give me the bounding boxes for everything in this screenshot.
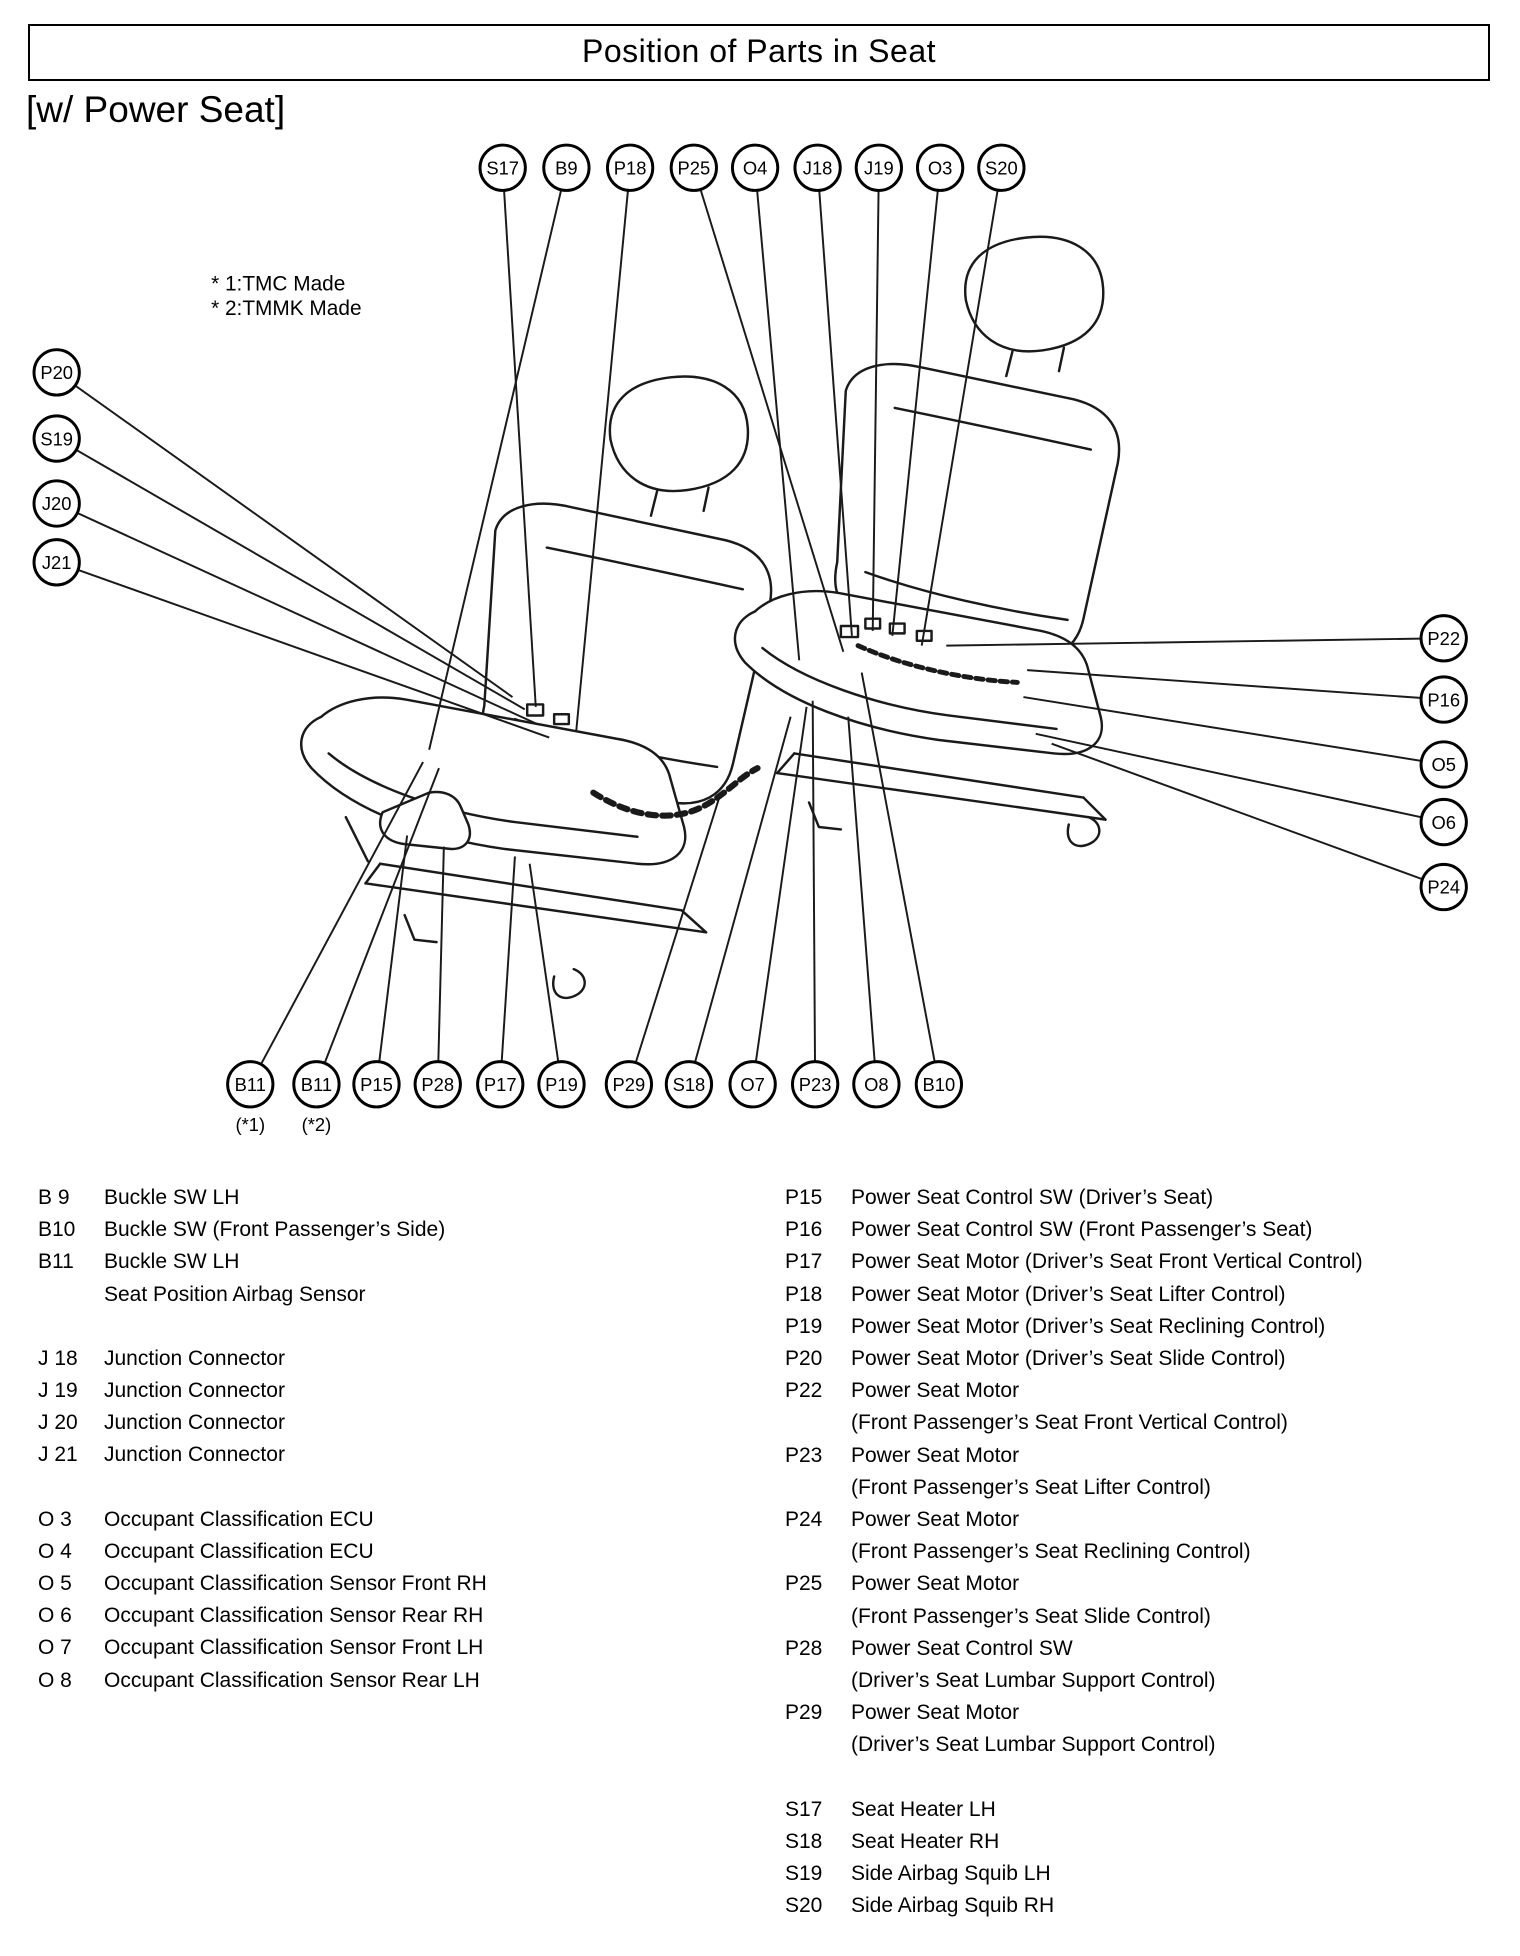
part-code [38, 1279, 104, 1311]
legend-entry [38, 1375, 785, 1407]
legend-group [38, 1182, 785, 1311]
legend-entry [785, 1826, 1520, 1858]
callout-o3 [917, 145, 962, 190]
callout-p28 [415, 1062, 460, 1107]
part-code: P22 [785, 1379, 823, 1403]
legend-entry [38, 1504, 785, 1536]
leader-line-j20 [57, 503, 537, 724]
callout-label: P29 [612, 1074, 646, 1096]
part-description: Buckle SW LH [104, 1186, 240, 1209]
callout-label: S20 [985, 157, 1018, 179]
legend-entry [785, 1343, 1520, 1375]
subtitle: [w/ Power Seat] [26, 89, 286, 130]
callout-o6 [1421, 799, 1466, 844]
callout-label: B9 [555, 157, 578, 179]
callout-label: O4 [742, 157, 768, 179]
legend-entry [38, 1182, 785, 1214]
legend-entry [785, 1182, 1520, 1214]
callout-label: P22 [1427, 628, 1461, 650]
legend-entry [785, 1536, 1520, 1568]
leader-line-o7 [753, 707, 807, 1084]
legend-entry [38, 1665, 785, 1697]
part-description: Power Seat Control SW (Front Passenger’s Seat) [851, 1218, 1313, 1242]
leader-line-j21 [57, 562, 550, 737]
part-code [785, 1601, 851, 1633]
legend-entry [785, 1472, 1520, 1504]
part-description: Junction Connector [104, 1379, 285, 1403]
part-description: Seat Heater LH [851, 1797, 996, 1821]
part-description: Power Seat Motor (Driver’s Seat Slide Control) [851, 1347, 1286, 1371]
part-code: S19 [785, 1862, 823, 1886]
leader-line-p17 [500, 856, 515, 1084]
legend-entry [38, 1536, 785, 1568]
part-description: (Driver’s Seat Lumbar Support Control) [851, 1733, 1216, 1757]
part-description: Occupant Classification ECU [104, 1539, 374, 1563]
callout-label: O7 [740, 1074, 765, 1096]
part-code: O 3 [38, 1507, 72, 1531]
callout-b10 [916, 1062, 961, 1107]
legend [0, 1148, 1520, 1954]
part-description: (Front Passenger’s Seat Slide Control) [851, 1604, 1211, 1628]
page [0, 24, 1520, 1954]
part-code: O 5 [38, 1572, 72, 1596]
callout-label: S19 [40, 428, 74, 450]
part-code [785, 1407, 851, 1439]
seat-diagram [0, 131, 1520, 1148]
callout-label: B11 [234, 1074, 266, 1096]
callout-label: P24 [1427, 876, 1461, 898]
legend-entry [785, 1633, 1520, 1665]
part-description: Power Seat Control SW (Driver’s Seat) [851, 1186, 1214, 1209]
callout-o7 [730, 1062, 775, 1107]
note-text: * 2:TMMK Made [211, 296, 362, 320]
callout-p23 [792, 1062, 837, 1107]
callout-sublabels [235, 1114, 331, 1135]
callout-p19 [539, 1062, 584, 1107]
part-description: Occupant Classification Sensor Rear LH [104, 1668, 480, 1692]
callout-j20 [34, 481, 79, 526]
part-code [785, 1536, 851, 1568]
legend-entry [785, 1311, 1520, 1343]
callout-o5 [1421, 742, 1466, 787]
legend-entry [785, 1246, 1520, 1278]
part-description: Power Seat Motor [851, 1508, 1020, 1532]
part-code: P18 [785, 1282, 823, 1306]
part-code: O 8 [38, 1668, 72, 1692]
callout-label: S18 [672, 1074, 706, 1096]
legend-right-column [785, 1182, 1520, 1954]
legend-entry [785, 1375, 1520, 1407]
part-code: O 7 [38, 1636, 72, 1660]
legend-entry [785, 1601, 1520, 1633]
callout-label: O6 [1431, 811, 1456, 833]
callout-label: B10 [922, 1074, 956, 1096]
part-code: P28 [785, 1636, 823, 1660]
legend-entry [785, 1279, 1520, 1311]
part-code: S17 [785, 1797, 823, 1821]
legend-entry [38, 1407, 785, 1439]
diagram-notes [211, 272, 361, 320]
callout-label: B11 [300, 1074, 333, 1096]
part-description: Seat Position Airbag Sensor [104, 1282, 366, 1306]
part-code: J 20 [38, 1411, 78, 1435]
legend-entry [38, 1214, 785, 1246]
part-code: O 6 [38, 1604, 72, 1628]
callout-label: J21 [41, 552, 72, 574]
part-code: P15 [785, 1186, 823, 1209]
part-code: P25 [785, 1572, 823, 1596]
callout-label: P25 [677, 157, 711, 179]
leader-line-p19 [530, 864, 562, 1085]
legend-entry [38, 1600, 785, 1632]
part-description: Occupant Classification Sensor Front LH [104, 1636, 484, 1660]
callout-p17 [478, 1062, 523, 1107]
leader-line-p24 [1052, 744, 1444, 887]
callout-label: O5 [1431, 754, 1456, 776]
callout-j21 [34, 540, 79, 585]
part-code: P24 [785, 1508, 823, 1532]
legend-entry [785, 1440, 1520, 1472]
callout-p24 [1421, 864, 1466, 909]
part-code: J 18 [38, 1346, 78, 1370]
callout-s18 [666, 1062, 711, 1107]
callout-label: J18 [802, 157, 833, 179]
legend-group [785, 1182, 1520, 1762]
callout-label: S17 [486, 157, 520, 179]
legend-entry [785, 1568, 1520, 1600]
part-description: Buckle SW LH [104, 1250, 240, 1274]
part-description: Power Seat Motor [851, 1701, 1020, 1725]
callout-b9 [544, 145, 589, 190]
part-description: (Front Passenger’s Seat Front Vertical Control) [851, 1411, 1288, 1435]
legend-entry [785, 1665, 1520, 1697]
callout-b11 [294, 1062, 339, 1107]
leader-line-p28 [438, 847, 444, 1085]
note-text: * 1:TMC Made [211, 272, 346, 296]
part-code: O 4 [38, 1539, 72, 1563]
part-code: P29 [785, 1701, 823, 1725]
callout-label: P18 [613, 157, 647, 179]
callout-j19 [856, 145, 901, 190]
callout-p15 [354, 1062, 399, 1107]
callout-label: P20 [40, 362, 74, 384]
part-description: (Front Passenger’s Seat Reclining Control) [851, 1540, 1251, 1564]
callout-label: P19 [545, 1074, 578, 1096]
legend-entry [785, 1729, 1520, 1761]
part-description: Occupant Classification Sensor Front RH [104, 1572, 487, 1596]
callout-label: P23 [798, 1074, 832, 1096]
part-code: B 9 [38, 1186, 70, 1209]
part-code: P16 [785, 1218, 823, 1242]
callout-o8 [854, 1062, 899, 1107]
legend-entry [38, 1568, 785, 1600]
part-description: Seat Heater RH [851, 1829, 1000, 1853]
legend-entry [785, 1858, 1520, 1890]
part-description: Junction Connector [104, 1443, 285, 1467]
leader-line-s19 [57, 439, 525, 710]
part-code: B10 [38, 1218, 76, 1242]
part-code [785, 1665, 851, 1697]
leader-line-p23 [813, 701, 815, 1085]
callout-s17 [480, 145, 525, 190]
part-code: S20 [785, 1894, 823, 1918]
callout-p25 [671, 145, 716, 190]
leader-line-o6 [1036, 734, 1444, 822]
callout-s19 [34, 416, 79, 461]
legend-entry [785, 1504, 1520, 1536]
legend-group [785, 1794, 1520, 1923]
callout-p18 [607, 145, 652, 190]
callout-p29 [606, 1062, 651, 1107]
legend-entry [38, 1343, 785, 1375]
part-description: Side Airbag Squib RH [851, 1894, 1055, 1918]
part-description: Buckle SW (Front Passenger’s Side) [104, 1218, 446, 1242]
callout-label: P28 [421, 1074, 455, 1096]
part-description: Junction Connector [104, 1411, 285, 1435]
callout-label: O3 [927, 157, 953, 179]
part-description: Power Seat Motor (Driver’s Seat Front Vertical Control) [851, 1250, 1363, 1274]
callout-label: J19 [864, 157, 894, 179]
part-description: (Front Passenger’s Seat Lifter Control) [851, 1475, 1211, 1499]
callout-sublabel: (*2) [301, 1113, 332, 1135]
legend-group [38, 1504, 785, 1697]
seat-line-art [301, 237, 1119, 998]
part-description: Occupant Classification ECU [104, 1507, 374, 1531]
callout-label: P16 [1427, 689, 1461, 711]
legend-entry [785, 1214, 1520, 1246]
callout-label: J20 [41, 493, 72, 515]
legend-entry [785, 1407, 1520, 1439]
part-code: P19 [785, 1314, 823, 1338]
legend-group [38, 1343, 785, 1472]
part-description: Occupant Classification Sensor Rear RH [104, 1604, 484, 1628]
callout-b11 [228, 1062, 273, 1107]
part-description: Power Seat Motor (Driver’s Seat Lifter Control) [851, 1282, 1286, 1306]
legend-entry [38, 1632, 785, 1664]
callout-p22 [1421, 616, 1466, 661]
callout-sublabel: (*1) [235, 1113, 266, 1135]
part-code: P20 [785, 1347, 823, 1371]
part-description: Power Seat Control SW [851, 1636, 1073, 1660]
legend-entry [38, 1246, 785, 1278]
part-description: Side Airbag Squib LH [851, 1862, 1051, 1886]
callout-s20 [979, 145, 1024, 190]
legend-entry [785, 1890, 1520, 1922]
part-description: Power Seat Motor [851, 1443, 1020, 1467]
callout-p16 [1421, 677, 1466, 722]
leader-line-o8 [848, 717, 876, 1085]
callout-label: O8 [864, 1074, 889, 1096]
part-description: Power Seat Motor [851, 1572, 1020, 1596]
page-title: Position of Parts in Seat [581, 33, 936, 69]
legend-entry [785, 1697, 1520, 1729]
leader-line-p15 [376, 836, 407, 1085]
part-code: J 19 [38, 1379, 78, 1403]
part-code: P23 [785, 1443, 823, 1467]
title-box [28, 24, 1490, 81]
callout-o4 [732, 145, 777, 190]
callout-j18 [795, 145, 840, 190]
part-code: B11 [38, 1250, 74, 1274]
part-code [785, 1729, 851, 1761]
part-description: Power Seat Motor [851, 1379, 1020, 1403]
part-description: Power Seat Motor (Driver’s Seat Reclining Control) [851, 1314, 1326, 1338]
passenger-seat-art [735, 237, 1119, 846]
part-description: (Driver’s Seat Lumbar Support Control) [851, 1669, 1216, 1693]
callout-label: P15 [360, 1074, 393, 1096]
legend-entry [785, 1794, 1520, 1826]
legend-left-column [38, 1182, 785, 1954]
part-code: P17 [785, 1250, 823, 1274]
part-code [785, 1472, 851, 1504]
legend-entry [38, 1279, 785, 1311]
legend-entry [38, 1439, 785, 1471]
part-code: J 21 [38, 1443, 78, 1467]
part-description: Junction Connector [104, 1346, 285, 1370]
callout-p20 [34, 350, 79, 395]
callout-label: P17 [483, 1074, 517, 1096]
part-code: S18 [785, 1829, 823, 1853]
